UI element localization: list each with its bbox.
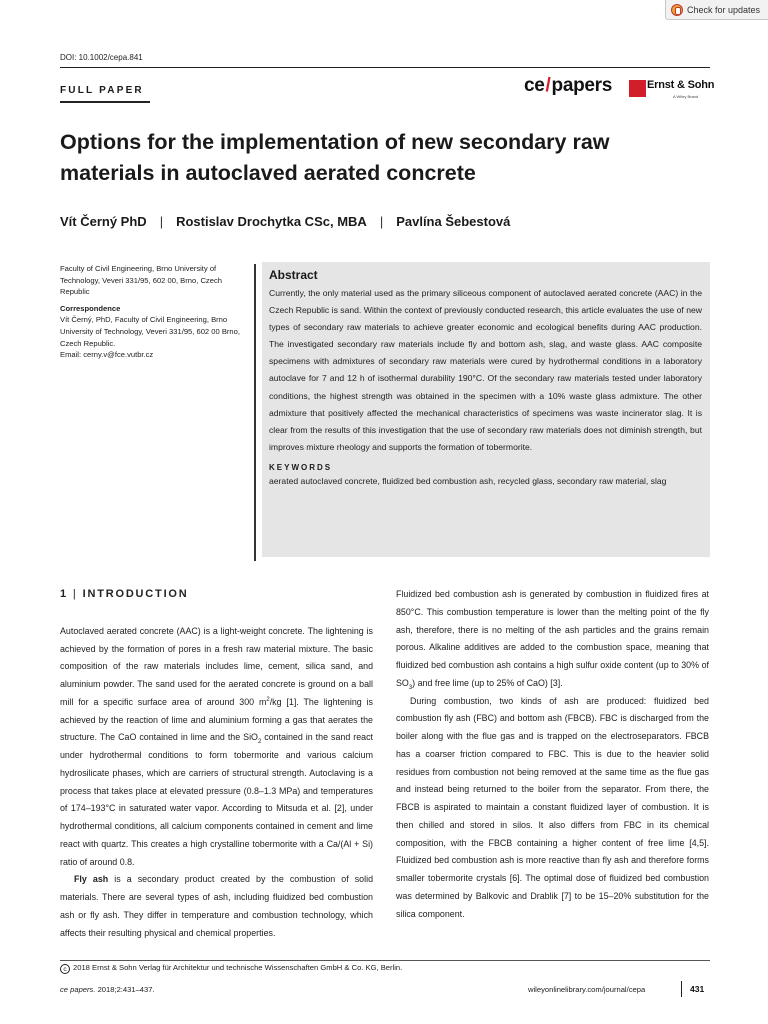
superscript: 2 [266, 696, 270, 703]
ernst-sohn-logo-mark [629, 80, 646, 97]
keywords-text: aerated autoclaved concrete, fluidized bed combustion ash, recycled glass, secondary raw material, slag [269, 475, 667, 486]
author-list [60, 214, 510, 229]
copyright-text: 2018 Ernst & Sohn Verlag für Architektur und technische Wissenschaften GmbH & Co. KG, Berlin. [73, 963, 403, 972]
correspondence-text: Vít Černý, PhD, Faculty of Civil Engineering, Brno University of Technology, Veveri 331/95, 602 00 Brno, Czech Republic. [60, 315, 240, 348]
text-run: /kg [1]. The lightening is achieved by the reaction of lime and aluminium forming a gas that aerates the structure. The CaO contained in lime and the SiO [60, 696, 373, 743]
ernst-sohn-logo-subtitle: A Wiley Brand [673, 94, 699, 99]
sidebar-divider [254, 264, 256, 561]
abstract-box [262, 262, 710, 557]
bold-term: Fly ash [74, 874, 109, 885]
section-title: INTRODUCTION [82, 588, 189, 600]
author-name[interactable]: Rostislav Drochytka CSc, MBA [176, 214, 367, 229]
paragraph: During combustion, two kinds of ash are produced: fluidized bed combustion fly ash (FBC) and bottom ash (FBCB). FBC is discharged from the boiler along with the flue gas and is trapped on the electroseparators. FBCB has a coarser friction compared to FBC. This is due to the heavier solid residues from combustion not being removed at the same time as the flue gas and instead being returned to the boiler from the separator. From there, the FBCB is aspirated to maintain a constant fluidized layer of combustion. It is then chilled and stored in silos. It also differs from FBC in its chemical composition, with the FBCB containing a higher content of free lime [4,5]. Fluidized bed combustion ash is more reactive than fly ash and therefore forms smaller tobermorite crystals [6]. The optimal dose of fluidized bed combustion was determined by Balkovic and Drablik [7] to be 15–20% substitution for the silica component. [396, 695, 709, 919]
footer-divider [60, 960, 710, 961]
correspondence-heading: Correspondence [60, 303, 121, 313]
copyright-line [60, 963, 402, 974]
paper-type-underline [60, 101, 150, 103]
author-name[interactable]: Pavlína Šebestová [396, 214, 511, 229]
page-number-divider [681, 981, 682, 997]
subscript: 2 [257, 739, 262, 746]
author-name[interactable]: Vít Černý PhD [60, 214, 147, 229]
body-column-left [60, 586, 373, 942]
journal-name: ce papers. [60, 985, 96, 994]
paper-type-label: FULL PAPER [60, 85, 144, 96]
journal-url[interactable]: wileyonlinelibrary.com/journal/cepa [528, 985, 646, 994]
paragraph [60, 871, 373, 942]
ce-papers-logo [524, 75, 612, 97]
header-divider [60, 67, 710, 68]
text-run: Autoclaved aerated concrete (AAC) is a light-weight concrete. The lightening is achieved by the formation of pores in a fresh raw material mixture. The basic composition of the raw materials includes lime, cement, silica sand, and aluminium powder. The sand used for the aerated concrete is ground on a ball mill for a specific surface area of around 300 m [60, 625, 373, 707]
abstract-heading: Abstract [269, 268, 318, 282]
body-column-right [396, 586, 709, 923]
paper-title: Options for the implementation of new secondary raw materials in autoclaved aerated concrete [60, 130, 610, 185]
section-heading [60, 586, 373, 604]
logo-slash: / [545, 75, 551, 96]
section-number: 1 [60, 588, 68, 600]
paragraph [60, 623, 373, 872]
subscript: 3 [408, 684, 413, 691]
ernst-sohn-logo-text: Ernst & Sohn [647, 79, 715, 91]
text-run: ) and free lime (up to 25% of CaO) [3]. [412, 677, 563, 688]
abstract-text: Currently, the only material used as the primary siliceous component of autoclaved aerated concrete (AAC) in the Czech Republic is sand. Within the context of previously conducted research, this article evaluates the use of new types of secondary raw materials to achieve greater economic and ecological benefits during AAC production. The investigated secondary raw materials include fly and bottom ash, slag, and waste glass. AAC composite specimens with admixtures of secondary raw materials were cured by hydrothermal conditions in a laboratory autoclave for 7 and 12 h of isothermal durability 190°C. Of the secondary raw materials tested under laboratory conditions, the highest strength was obtained in the specimen with a 10% waste glass admixture. The other admixture that positively affected the mechanical characteristics of specimens was waste incinerator slag. It is clear from the results of this investigation that the use of secondary raw materials does not diminish strength, but improves mixture rheology and supports the formation of tobermorite. [269, 288, 702, 452]
doi-line: DOI: 10.1002/cepa.841 [60, 53, 143, 62]
crossmark-icon [671, 4, 683, 16]
logo-right: papers [551, 75, 613, 96]
paragraph [396, 586, 709, 693]
text-run: is a secondary product created by the combustion of solid materials. There are several types of ash, including fluidized bed combustion ash or fly ash. They differ in temperature and combustion technology, which affects their resulting physical and chemical properties. [60, 874, 374, 938]
correspondence-email[interactable]: Email: cerny.v@fce.vutbr.cz [60, 350, 154, 360]
affiliation-text: Faculty of Civil Engineering, Brno University of Technology, Veveri 331/95, 602 00, Brno, Czech Republic [60, 264, 222, 297]
section-bar: | [72, 588, 78, 600]
affiliation-block [60, 263, 253, 361]
logo-left: ce [524, 75, 545, 96]
copyright-icon: c [60, 964, 70, 974]
text-run: contained in the sand react under hydrothermal conditions to form tobermorite and various calcium hydrosilicate phases, which are carriers of structural strength. Autoclaving is a process that takes place at elevated pressure (0.8–1.3 MPa) and temperatures of 174–193°C in saturated water vapor. According to Mitsuda et al. [2], under hydrothermal conditions, all calcium components contained in cement and lime react with quartz. This creates a high crystalline tobermorite with a Ca/(Al + Si) ratio of around 0.8. [60, 732, 373, 867]
keywords-heading: KEYWORDS [269, 462, 333, 472]
author-separator: | [159, 214, 164, 229]
page-number: 431 [690, 984, 705, 994]
journal-citation [60, 985, 155, 994]
text-run: Fluidized bed combustion ash is generated by combustion in fluidized fires at 850°C. This combustion temperature is lower than the melting point of the fly ash, therefore, there is no melting of the ash particles and the grains remain porous. Alkaline additives are added to the combustion space, meaning that fluidized bed combustion ash contains a high sulfur oxide content (up to 30% of SO [396, 589, 709, 688]
check-for-updates-badge[interactable] [665, 0, 768, 20]
author-separator: | [379, 214, 384, 229]
journal-ref: 2018;2:431–437. [95, 985, 155, 994]
check-for-updates-label: Check for updates [687, 4, 761, 15]
